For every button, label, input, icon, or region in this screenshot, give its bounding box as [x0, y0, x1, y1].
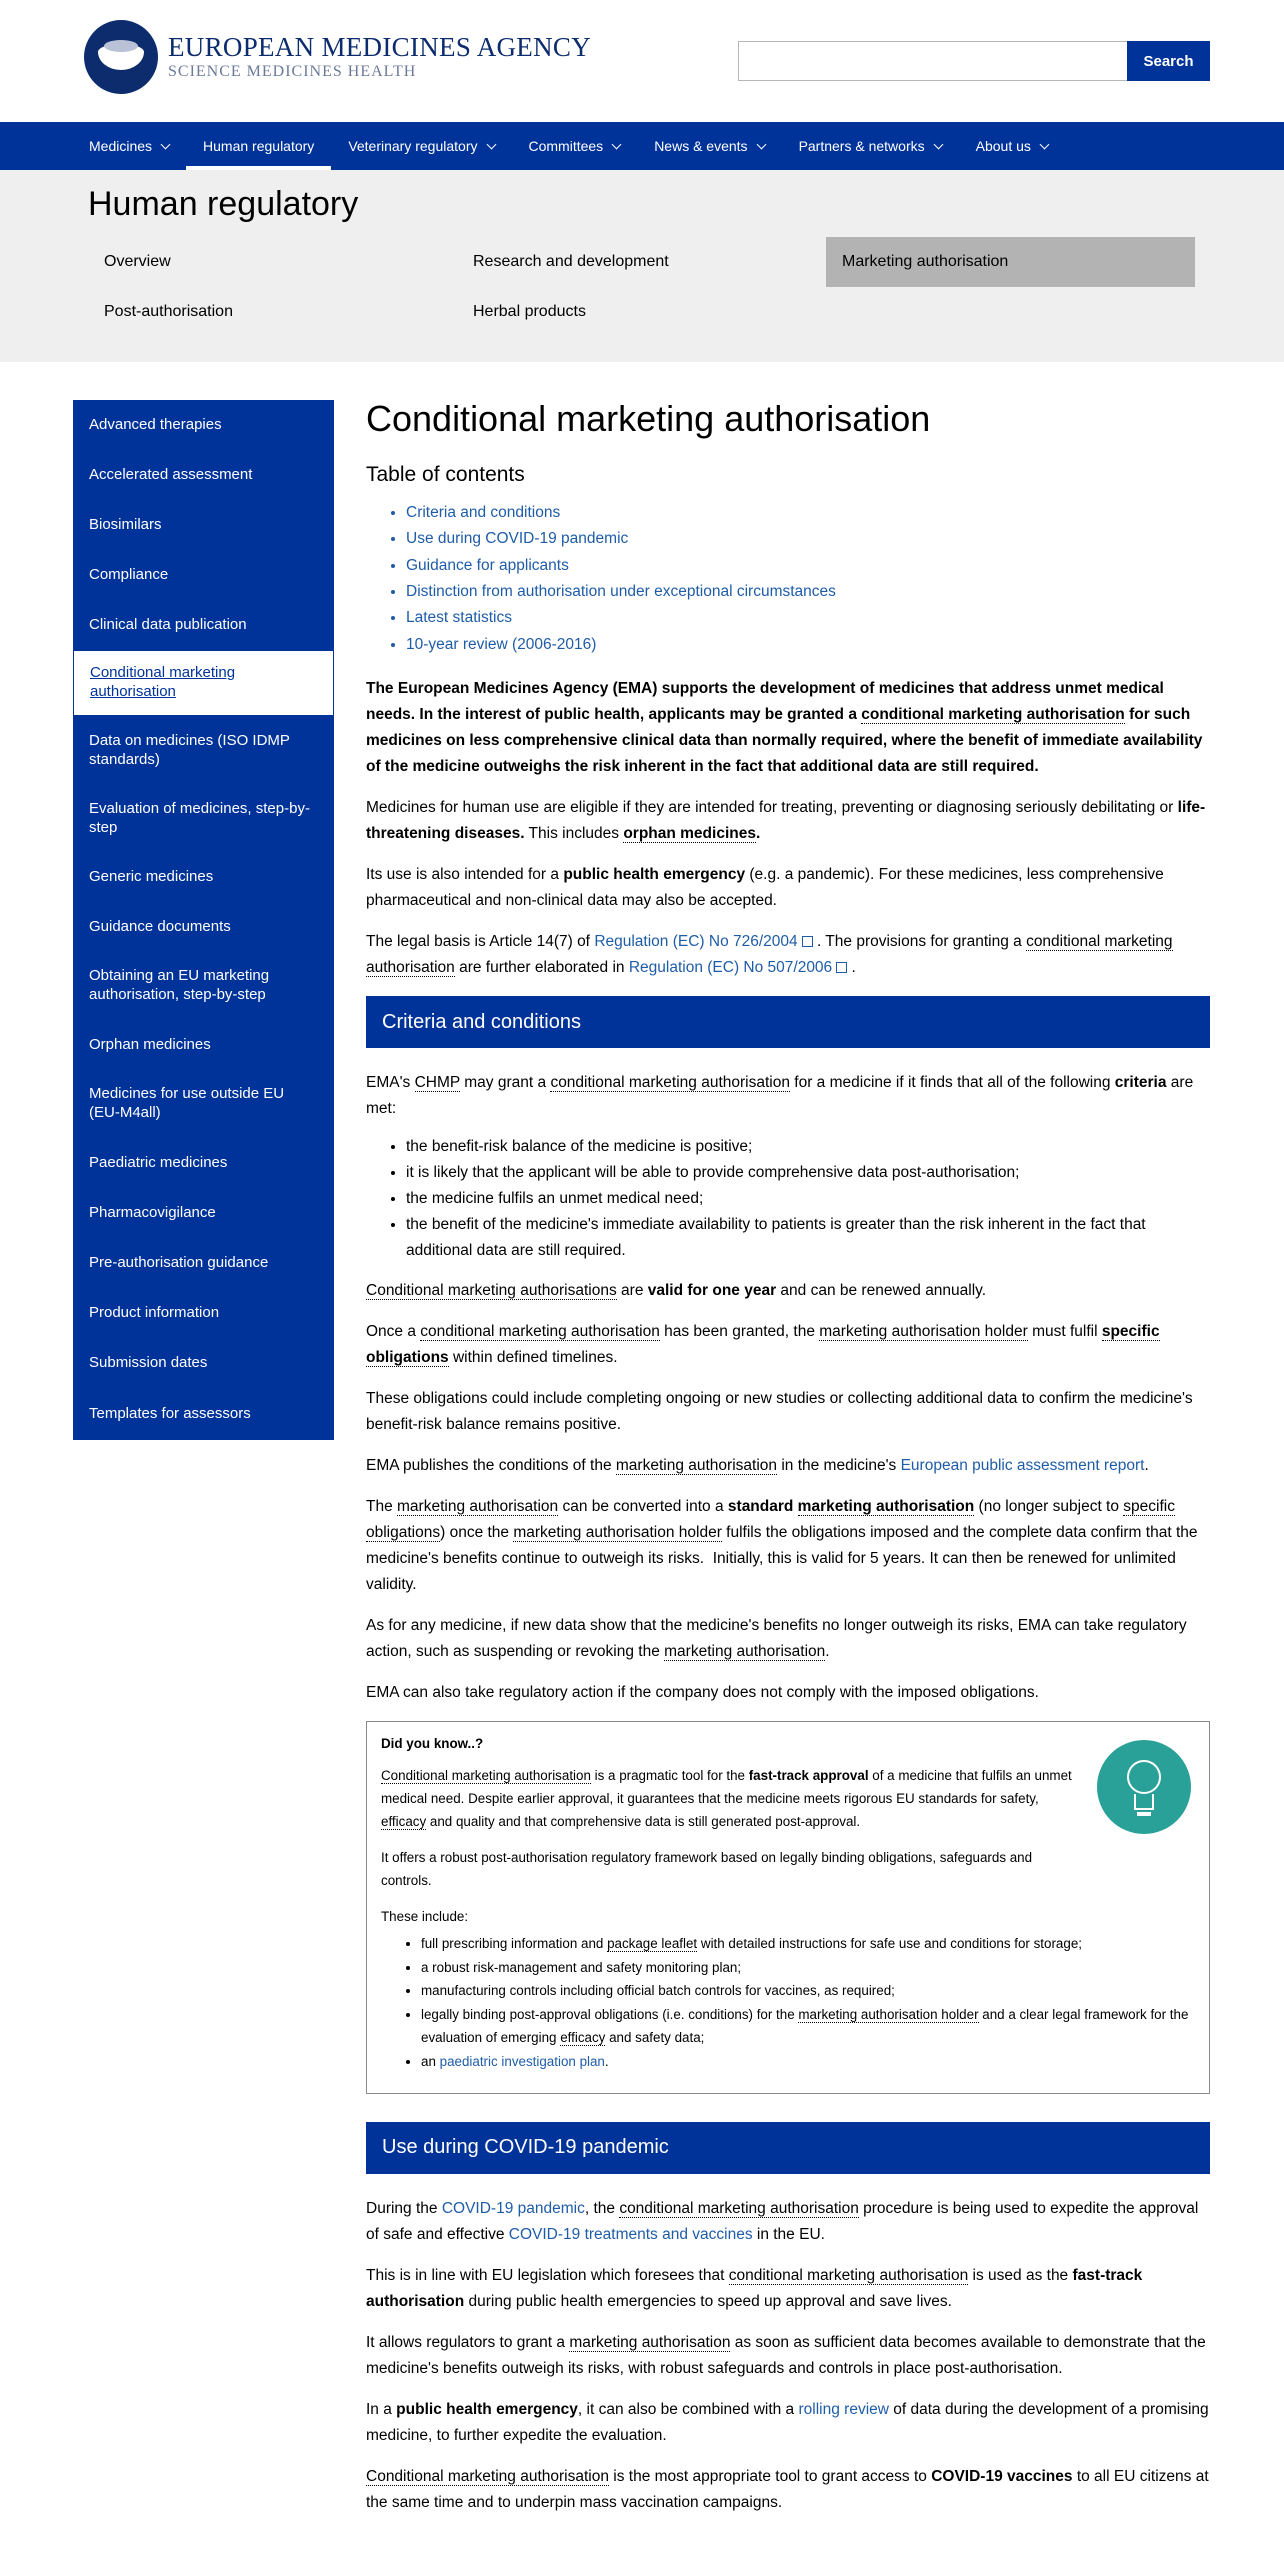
paragraph: EMA's CHMP may grant a conditional marketing authorisation for a medicine if it finds that all of the following criteria are met: — [366, 1074, 1194, 1118]
paragraph: EMA publishes the conditions of the marketing authorisation in the medicine's European public assessment report. — [366, 1456, 1149, 1474]
main-nav — [0, 122, 1284, 170]
paragraph: Once a conditional marketing authorisation has been granted, the marketing authorisation holder must fulfil specific obligations within defined timelines. — [366, 1322, 1160, 1366]
ema-logo[interactable] — [84, 20, 591, 94]
list-item: • full prescribing information and package leaflet with detailed instructions for safe use and conditions for storage; — [421, 1932, 1195, 1955]
criteria-list — [366, 1134, 1210, 1264]
subnav-overview[interactable]: Overview — [104, 253, 171, 270]
lightbulb-icon — [1097, 1740, 1191, 1834]
nav-item-news-events[interactable] — [637, 122, 781, 170]
sidebar-item-evaluation-of-medicines[interactable]: Evaluation of medicines, step-by-step — [89, 800, 310, 836]
regulation-507-2006-link[interactable]: Regulation (EC) No 507/2006 — [628, 959, 833, 977]
subnav-post-authorisation[interactable]: Post-authorisation — [104, 303, 233, 320]
search-form — [738, 41, 1210, 81]
chevron-down-icon — [612, 139, 622, 149]
sidebar-item-generic-medicines[interactable]: Generic medicines — [89, 867, 214, 885]
nav-label: News & events — [654, 137, 748, 154]
sidebar-item-obtaining-eu-marketing-authorisation[interactable]: Obtaining an EU marketing authorisation, step-by-step — [89, 967, 270, 1003]
list-item: • legally binding post-approval obligations (i.e. conditions) for the marketing authorisation holder and a clear legal framework for the evaluation of emerging efficacy and safety data; — [421, 2003, 1195, 2050]
sidebar-item-biosimilars[interactable]: Biosimilars — [89, 515, 162, 533]
chevron-down-icon — [933, 139, 943, 149]
list-item: • manufacturing controls including official batch controls for vaccines, as required; — [421, 1979, 1195, 2002]
sidebar-item-guidance-documents[interactable]: Guidance documents — [89, 917, 231, 935]
intro-paragraph: The European Medicines Agency (EMA) supports the development of medicines that address unmet medical needs. In the interest of public health, applicants may be granted a conditional marketing authorisation for such medicines on less comprehensive clinical data than normally required, where the benefit of immediate availability of the medicine outweighs the risk inherent in the fact that additional data are still required. — [366, 680, 1203, 776]
nav-item-medicines[interactable] — [72, 122, 186, 170]
toc-link[interactable]: • Criteria and conditions — [406, 500, 1210, 526]
nav-item-about-us[interactable] — [959, 122, 1065, 170]
main-content — [366, 396, 1210, 2531]
nav-item-partners-networks[interactable] — [782, 122, 959, 170]
nav-item-human-regulatory[interactable] — [186, 122, 331, 170]
nav-label: Committees — [528, 137, 604, 154]
sidebar-item-data-on-medicines[interactable]: Data on medicines (ISO IDMP standards) — [89, 732, 290, 768]
ema-logo-icon — [84, 20, 158, 94]
logo-title: EUROPEAN MEDICINES AGENCY — [168, 31, 592, 62]
subnav-herbal-products[interactable]: Herbal products — [473, 303, 586, 320]
sidebar-item-compliance[interactable]: Compliance — [89, 565, 169, 583]
sidebar-item-pre-authorisation-guidance[interactable]: Pre-authorisation guidance — [89, 1253, 269, 1271]
chevron-down-icon — [756, 139, 766, 149]
sidebar — [73, 400, 334, 1440]
sidebar-item-pharmacovigilance[interactable]: Pharmacovigilance — [89, 1203, 216, 1221]
sidebar-item-clinical-data-publication[interactable]: Clinical data publication — [89, 615, 247, 633]
sidebar-item-accelerated-assessment[interactable]: Accelerated assessment — [89, 465, 253, 483]
toc-link[interactable]: • Use during COVID-19 pandemic — [406, 526, 1210, 552]
toc-link[interactable]: • 10-year review (2006-2016) — [406, 632, 1210, 658]
chevron-down-icon — [161, 139, 171, 149]
subnav — [88, 237, 1284, 337]
sidebar-item-conditional-marketing-authorisation[interactable]: Conditional marketing authorisation — [73, 650, 334, 716]
section-banner — [0, 170, 1284, 362]
paediatric-investigation-plan-link[interactable]: paediatric investigation plan — [439, 2053, 605, 2069]
did-you-know-box — [366, 1721, 1210, 2094]
search-button[interactable]: Search — [1127, 41, 1210, 81]
toc-link[interactable]: • Distinction from authorisation under exceptional circumstances — [406, 579, 1210, 605]
sidebar-item-product-information[interactable]: Product information — [89, 1303, 220, 1321]
paragraph: During the COVID-19 pandemic, the conditional marketing authorisation procedure is being used to expedite the approval of safe and effective COVID-19 treatments and vaccines in the EU. — [366, 2199, 1199, 2243]
sidebar-item-templates-for-assessors[interactable]: Templates for assessors — [89, 1404, 251, 1422]
sidebar-item-submission-dates[interactable]: Submission dates — [89, 1353, 208, 1371]
subnav-marketing-authorisation[interactable]: Marketing authorisation — [826, 237, 1195, 287]
box-list — [381, 1932, 1195, 2073]
sidebar-item-orphan-medicines[interactable]: Orphan medicines — [89, 1035, 211, 1053]
regulation-726-2004-link[interactable]: Regulation (EC) No 726/2004 — [594, 933, 798, 951]
sidebar-item-advanced-therapies[interactable]: Advanced therapies — [89, 415, 222, 433]
list-item: • the benefit of the medicine's immediate availability to patients is greater than the risk inherent in the fact that additional data are still required. — [406, 1212, 1210, 1264]
section-criteria-and-conditions: Criteria and conditions — [366, 996, 1210, 1048]
nav-item-veterinary-regulatory[interactable] — [331, 122, 511, 170]
nav-label: Partners & networks — [798, 137, 925, 154]
nav-item-committees[interactable] — [512, 122, 638, 170]
external-link-icon — [802, 936, 813, 947]
toc-link[interactable]: • Guidance for applicants — [406, 553, 1210, 579]
sidebar-item-eu-m4all[interactable]: Medicines for use outside EU (EU-M4all) — [89, 1085, 285, 1121]
section-covid-19: Use during COVID-19 pandemic — [366, 2122, 1210, 2174]
covid-treatments-vaccines-link[interactable]: COVID-19 treatments and vaccines — [508, 2225, 753, 2243]
paragraph: EMA can also take regulatory action if the company does not comply with the imposed obligations. — [366, 1684, 1039, 1702]
section-title: Human regulatory — [88, 185, 359, 223]
search-input[interactable] — [738, 41, 1127, 81]
paragraph: Conditional marketing authorisation is the most appropriate tool to grant access to COVID-19 vaccines to all EU citizens at the same time and to underpin mass vaccination campaigns. — [366, 2468, 1209, 2512]
nav-label: Veterinary regulatory — [348, 137, 478, 154]
nav-label: About us — [975, 137, 1031, 154]
paragraph: In a public health emergency, it can also be combined with a rolling review of data during the development of a promising medicine, to further expedite the evaluation. — [366, 2401, 1209, 2445]
toc-title: Table of contents — [366, 462, 525, 486]
paragraph: It allows regulators to grant a marketing authorisation as soon as sufficient data becomes available to demonstrate that the medicine's benefits outweigh its risks, with robust safeguards and controls in place post-authorisation. — [366, 2334, 1206, 2378]
paragraph: These obligations could include completing ongoing or new studies or collecting additional data to confirm the medicine's benefit-risk balance remains positive. — [366, 1389, 1193, 1433]
list-item: • the medicine fulfils an unmet medical need; — [406, 1186, 1210, 1212]
subnav-research-development[interactable]: Research and development — [473, 253, 669, 270]
paragraph: Medicines for human use are eligible if they are intended for treating, preventing or diagnosing seriously debilitating or life-threatening diseases. This includes orphan medicines. — [366, 799, 1206, 843]
paragraph: Conditional marketing authorisations are valid for one year and can be renewed annually. — [366, 1281, 987, 1299]
paragraph: The legal basis is Article 14(7) of Regulation (EC) No 726/2004 . The provisions for granting a conditional marketing authorisation are further elaborated in Regulation (EC) No 507/2006 . — [366, 933, 1173, 977]
list-item: • it is likely that the applicant will be able to provide comprehensive data post-authorisation; — [406, 1160, 1210, 1186]
chevron-down-icon — [1039, 139, 1049, 149]
paragraph: Its use is also intended for a public health emergency (e.g. a pandemic). For these medicines, less comprehensive pharmaceutical and non-clinical data may also be accepted. — [366, 866, 1164, 910]
table-of-contents — [366, 500, 1210, 658]
epar-link[interactable]: European public assessment report — [900, 1456, 1145, 1474]
paragraph: The marketing authorisation can be converted into a standard marketing authorisation (no longer subject to specific obligations) once the marketing authorisation holder fulfils the obligations imposed and the complete data confirm that the medicine's benefits continue to outweigh its risks. Initially, this is valid for 5 years. It can then be renewed for unlimited validity. — [366, 1497, 1198, 1593]
sidebar-item-paediatric-medicines[interactable]: Paediatric medicines — [89, 1153, 228, 1171]
did-you-know-heading: Did you know..? — [381, 1736, 484, 1752]
list-item: • a robust risk-management and safety monitoring plan; — [421, 1956, 1195, 1979]
list-item: • the benefit-risk balance of the medicine is positive; — [406, 1134, 1210, 1160]
page-title: Conditional marketing authorisation — [366, 398, 931, 439]
box-paragraph: Conditional marketing authorisation is a pragmatic tool for the fast-track approval of a medicine that fulfils an unmet medical need. Despite earlier approval, it guarantees that the medicine meets rigorous EU standards for safety, efficacy and quality and that comprehensive data is still generated post-approval. — [381, 1767, 1072, 1830]
chevron-down-icon — [486, 139, 496, 149]
paragraph: As for any medicine, if new data show that the medicine's benefits no longer outweigh its risks, EMA can take regulatory action, such as suspending or revoking the marketing authorisation. — [366, 1616, 1187, 1660]
paragraph: This is in line with EU legislation which foresees that conditional marketing authorisation is used as the fast-track authorisation during public health emergencies to speed up approval and save lives. — [366, 2267, 1143, 2311]
rolling-review-link[interactable]: rolling review — [798, 2401, 889, 2419]
nav-label: Medicines — [89, 137, 153, 154]
box-paragraph: It offers a robust post-authorisation regulatory framework based on legally binding obligations, safeguards and controls. — [381, 1849, 1033, 1889]
nav-label: Human regulatory — [203, 137, 315, 154]
covid-19-pandemic-link[interactable]: COVID-19 pandemic — [441, 2199, 585, 2217]
toc-link[interactable]: • Latest statistics — [406, 605, 1210, 631]
box-paragraph: These include: — [381, 1908, 469, 1924]
site-header — [0, 0, 1284, 122]
logo-subtitle: SCIENCE MEDICINES HEALTH — [168, 63, 417, 81]
external-link-icon — [836, 962, 847, 973]
list-item: • an paediatric investigation plan. — [421, 2050, 1195, 2073]
